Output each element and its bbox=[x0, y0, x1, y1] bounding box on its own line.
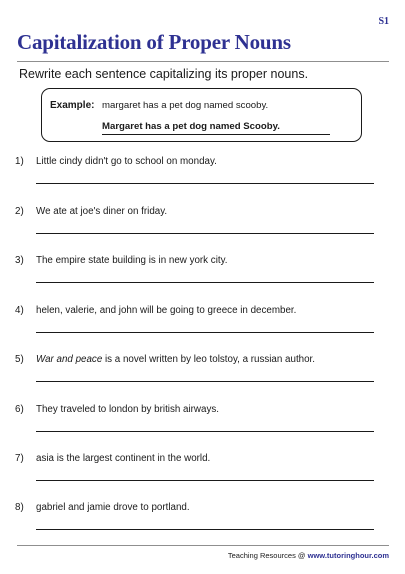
footer-prefix: Teaching Resources @ bbox=[227, 551, 308, 560]
question-item bbox=[0, 453, 405, 503]
question-text: We ate at joe's diner on friday. bbox=[36, 206, 168, 217]
question-number: 5) bbox=[15, 354, 24, 365]
answer-line[interactable] bbox=[36, 431, 374, 432]
example-sentence: margaret has a pet dog named scooby. bbox=[102, 100, 269, 111]
book-title: War and peace bbox=[36, 354, 103, 365]
answer-line[interactable] bbox=[36, 529, 374, 530]
instruction-text: Rewrite each sentence capitalizing its proper nouns. bbox=[19, 67, 309, 81]
question-number: 6) bbox=[15, 404, 24, 415]
example-answer-line bbox=[102, 134, 330, 135]
question-text bbox=[36, 354, 315, 365]
answer-line[interactable] bbox=[36, 282, 374, 283]
question-item bbox=[0, 354, 405, 404]
question-item bbox=[0, 404, 405, 454]
answer-line[interactable] bbox=[36, 233, 374, 234]
question-text: The empire state building is in new york city. bbox=[36, 255, 228, 266]
answer-line[interactable] bbox=[36, 183, 374, 184]
question-item bbox=[0, 206, 405, 256]
question-text: helen, valerie, and john will be going to greece in december. bbox=[36, 305, 297, 316]
footer-credit bbox=[228, 551, 389, 560]
question-number: 3) bbox=[15, 255, 24, 266]
question-item bbox=[0, 255, 405, 305]
answer-line[interactable] bbox=[36, 480, 374, 481]
question-item bbox=[0, 156, 405, 206]
page-title: Capitalization of Proper Nouns bbox=[17, 30, 291, 54]
title-divider bbox=[17, 61, 389, 62]
example-box bbox=[41, 88, 362, 142]
question-number: 1) bbox=[15, 156, 24, 167]
footer-divider bbox=[17, 545, 389, 546]
question-text-rest: is a novel written by leo tolstoy, a russian author. bbox=[102, 354, 316, 365]
question-item bbox=[0, 305, 405, 355]
example-answer: Margaret has a pet dog named Scooby. bbox=[102, 121, 280, 132]
question-text: gabriel and jamie drove to portland. bbox=[36, 502, 190, 513]
question-number: 4) bbox=[15, 305, 24, 316]
question-number: 7) bbox=[15, 453, 24, 464]
question-text: They traveled to london by british airways. bbox=[36, 404, 219, 415]
example-label: Example: bbox=[50, 100, 95, 111]
question-text: asia is the largest continent in the world. bbox=[36, 453, 211, 464]
question-number: 2) bbox=[15, 206, 24, 217]
question-text: Little cindy didn't go to school on monday. bbox=[36, 156, 217, 167]
footer-site-link[interactable]: www.tutoringhour.com bbox=[307, 551, 389, 560]
worksheet-code: S1 bbox=[378, 16, 389, 27]
answer-line[interactable] bbox=[36, 381, 374, 382]
answer-line[interactable] bbox=[36, 332, 374, 333]
question-number: 8) bbox=[15, 502, 24, 513]
